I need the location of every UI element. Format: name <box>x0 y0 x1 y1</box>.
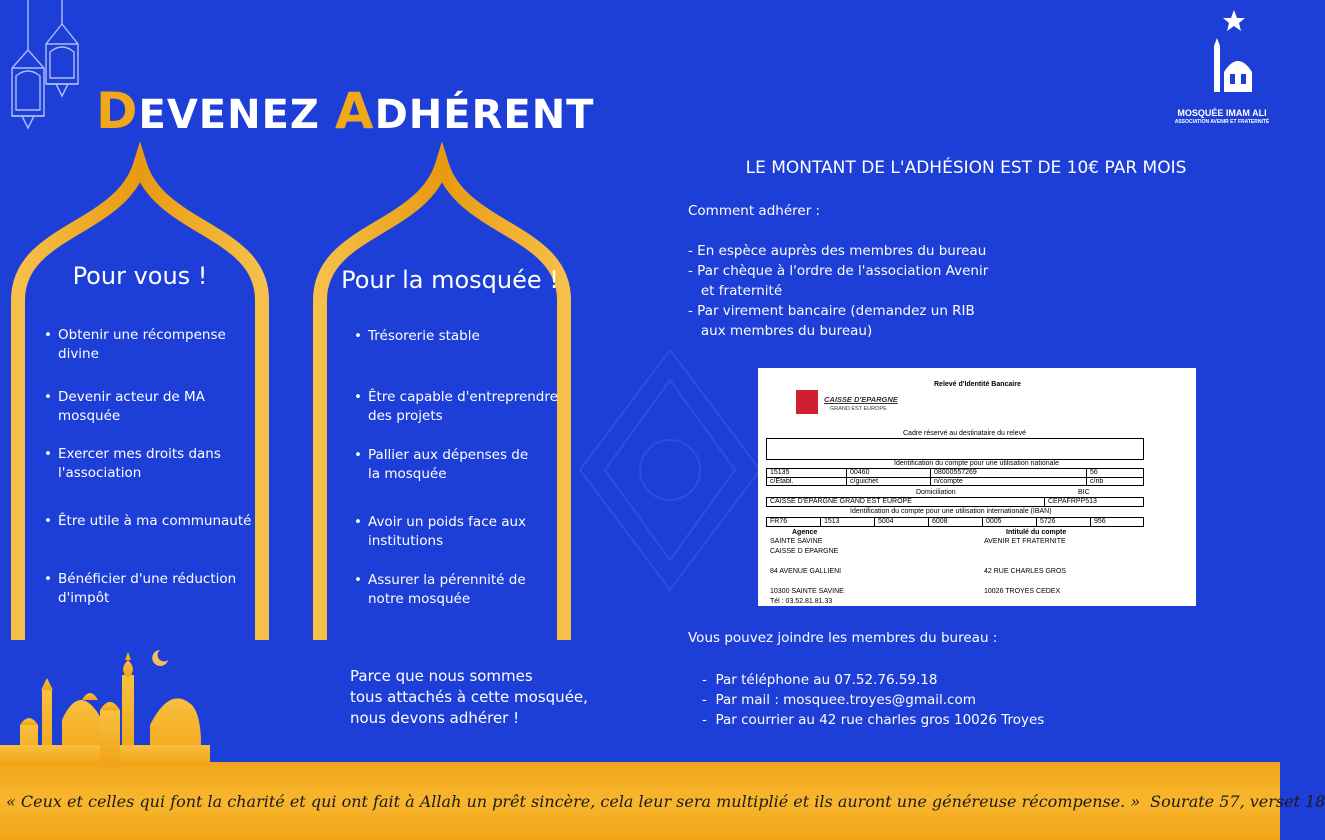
rib-iban-part: 1513 <box>824 518 840 525</box>
rib-bank-sub: GRAND EST EUROPE <box>830 406 887 412</box>
rib-divider <box>874 517 875 527</box>
list-item: • Exercer mes droits dans l'association <box>44 445 221 483</box>
right-panel-title: Pour la mosquée ! <box>341 266 559 294</box>
rib-divider <box>1090 517 1091 527</box>
rib-divider <box>1044 497 1045 507</box>
quran-quote <box>6 792 1325 811</box>
left-panel-title: Pour vous ! <box>72 262 208 290</box>
rib-reserved-box <box>766 438 1144 460</box>
lantern-decoration <box>0 0 90 150</box>
mosque-logo <box>1172 6 1272 126</box>
crescent-mosque-icon <box>1172 6 1272 106</box>
how-to-line: - Par chèque à l'ordre de l'association Avenir <box>688 263 989 279</box>
how-to-line: - Par virement bancaire (demandez un RIB <box>688 303 975 319</box>
quote-source: Sourate 57, verset 18 <box>1150 792 1325 811</box>
rib-iban-part: 956 <box>1094 518 1106 525</box>
contact-heading: Vous pouvez joindre les membres du bureau : <box>688 630 998 646</box>
rib-guichet-label: c/guichet <box>850 478 879 485</box>
page-title: DEVENEZ ADHÉRENT <box>96 82 595 140</box>
rib-titulaire-address: AVENIR ET FRATERNITE 42 RUE CHARLES GROS 10026 TROYES CEDEX <box>984 538 1067 595</box>
rib-title: Relevé d'Identité Bancaire <box>934 381 1021 388</box>
contact-info <box>688 628 1044 730</box>
rib-bank-name: CAISSE D'EPARGNE <box>824 395 898 404</box>
rib-etab-label: c/Etabl. <box>770 478 794 485</box>
list-item: • Bénéficier d'une réduction d'impôt <box>44 570 236 608</box>
rib-iban-part: 6008 <box>932 518 948 525</box>
list-item: • Avoir un poids face aux institutions <box>354 513 526 551</box>
membership-amount-heading: LE MONTANT DE L'ADHÉSION EST DE 10€ PAR MOIS <box>745 158 1187 178</box>
rib-bic: CEPAFRPP513 <box>1048 498 1097 505</box>
contact-email: - Par mail : mosquee.troyes@gmail.com <box>702 692 976 708</box>
contact-mail: - Par courrier au 42 rue charles gros 10026 Troyes <box>702 712 1045 728</box>
rib-titulaire-label: Intitulé du compte <box>1006 529 1067 536</box>
rib-iban-part: 5726 <box>1040 518 1056 525</box>
logo-name: MOSQUÉE IMAM ALI <box>1177 108 1267 118</box>
rib-domiciliation: CAISSE D'EPARGNE GRAND EST EUROPE <box>770 498 912 505</box>
quote-text: « Ceux et celles qui font la charité et qui ont fait à Allah un prêt sincère, cela leur sera multiplié et ils auront une généreuse récompense. » <box>6 792 1141 811</box>
rib-divider <box>982 517 983 527</box>
list-item: • Assurer la pérennité de notre mosquée <box>354 571 526 609</box>
rib-domiciliation-label: Domiciliation <box>916 489 956 496</box>
list-item: • Pallier aux dépenses de la mosquée <box>354 446 528 484</box>
rib-bic-label: BIC <box>1078 489 1090 496</box>
rib-divider <box>1086 468 1087 486</box>
rib-compte-label: n/compte <box>934 478 963 485</box>
caisse-epargne-logo-icon <box>796 390 818 414</box>
how-to-line: aux membres du bureau) <box>688 323 873 339</box>
list-item: • Devenir acteur de MA mosquée <box>44 388 205 426</box>
rib-guichet: 00460 <box>850 469 870 476</box>
rib-agence-address: SAINTE SAVINE CAISSE D EPARGNE 84 AVENUE GALLIENI 10300 SAINTE SAVINE Tél : 03.52.81.81.33 <box>770 538 844 605</box>
contact-phone: - Par téléphone au 07.52.76.59.18 <box>702 672 938 688</box>
list-item: • Être utile à ma communauté <box>44 512 251 531</box>
rib-national-label: Identification du compte pour une utilisation nationale <box>894 460 1059 467</box>
how-to-join <box>688 201 988 341</box>
footer-band <box>0 762 1325 840</box>
mosque-silhouette <box>0 640 210 765</box>
rib-divider <box>1036 517 1037 527</box>
rib-agence-label: Agence <box>792 529 818 536</box>
rib-compte: 08000557269 <box>934 469 977 476</box>
rib-iban-part: 0005 <box>986 518 1002 525</box>
rib-iban-part: FR76 <box>770 518 788 525</box>
list-item: • Obtenir une récompense divine <box>44 326 226 364</box>
list-item: • Trésorerie stable <box>354 327 480 346</box>
rib-cle: 56 <box>1090 469 1098 476</box>
rib-etab: 15135 <box>770 469 790 476</box>
rib-divider <box>846 468 847 486</box>
rib-divider <box>928 517 929 527</box>
rib-document <box>758 368 1196 606</box>
rib-divider <box>820 517 821 527</box>
how-to-heading: Comment adhérer : <box>688 203 821 219</box>
list-item: • Être capable d'entreprendre des projets <box>354 388 558 426</box>
rib-divider <box>930 468 931 486</box>
background-pattern <box>560 340 780 600</box>
logo-subtitle: ASSOCIATION AVENIR ET FRATERNITÉ <box>1174 119 1270 125</box>
how-to-line: - En espèce auprès des membres du bureau <box>688 243 987 259</box>
rib-iban-box <box>766 517 1144 527</box>
closing-message: Parce que nous sommes tous attachés à cette mosquée, nous devons adhérer ! <box>350 667 588 727</box>
rib-iban-part: 5004 <box>878 518 894 525</box>
how-to-line: et fraternité <box>688 283 783 299</box>
rib-iban-label: Identification du compte pour une utilisation internationale (IBAN) <box>850 508 1052 515</box>
rib-cle-label: c/rib <box>1090 478 1104 485</box>
rib-reserved-label: Cadre réservé au destinataire du relevé <box>903 430 1026 437</box>
